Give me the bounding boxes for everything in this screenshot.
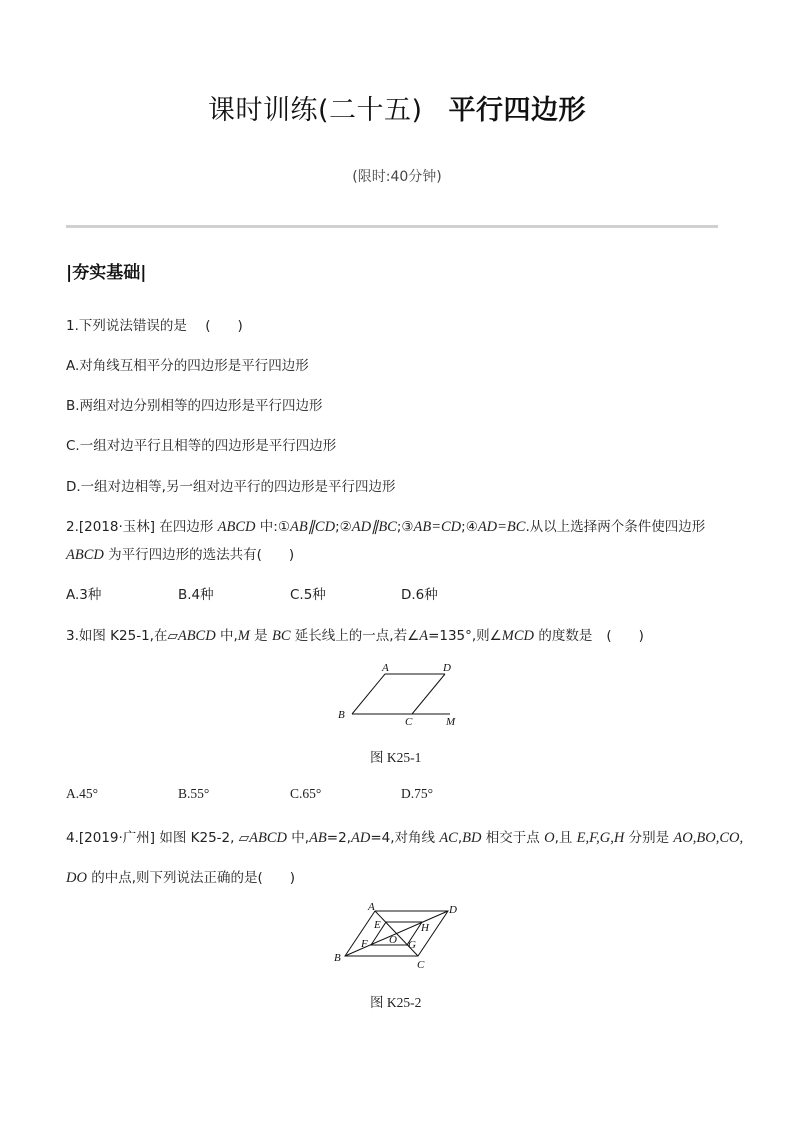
q2-text: 中:① bbox=[255, 519, 290, 535]
q4-math: AC bbox=[439, 830, 458, 846]
q3-math: ABCD bbox=[177, 628, 216, 644]
figure-k25-2-caption: 图 K25-2 bbox=[370, 995, 422, 1010]
q4-text: =4,对角线 bbox=[370, 830, 440, 846]
q2-math: ABCD bbox=[66, 547, 104, 563]
q1-option-c: C.一组对边平行且相等的四边形是平行四边形 bbox=[66, 438, 337, 454]
q1-option-b: B.两组对边分别相等的四边形是平行四边形 bbox=[66, 398, 323, 414]
label-c: C bbox=[417, 959, 425, 971]
q4-math: AB bbox=[309, 830, 327, 846]
q2-text: 2.[2018·玉林] 在四边形 bbox=[66, 519, 218, 535]
q2-math: AB=CD bbox=[413, 519, 462, 535]
label-b: B bbox=[338, 709, 345, 721]
q2-text: .从以上选择两个条件使四边形 bbox=[525, 519, 706, 535]
figure-k25-1 bbox=[332, 656, 462, 728]
q3-option-d: D.75° bbox=[401, 786, 434, 801]
q3-option-c: C.65° bbox=[290, 786, 322, 801]
label-f: F bbox=[361, 938, 368, 950]
q3-text: 中, bbox=[215, 628, 238, 644]
q3-text: 是 bbox=[249, 628, 272, 644]
q2-stem-line2 bbox=[66, 543, 294, 564]
q4-stem-line2 bbox=[66, 866, 295, 887]
q1-answer-paren: ( ) bbox=[205, 318, 243, 334]
q2-option-d: D.6种 bbox=[401, 587, 438, 603]
q4-text: 4.[2019·广州] 如图 K25-2, ▱ bbox=[66, 830, 250, 846]
q4-text: ,且 bbox=[554, 830, 577, 846]
q4-text: 分别是 bbox=[624, 830, 674, 846]
q2-option-c: C.5种 bbox=[290, 587, 326, 603]
label-b: B bbox=[334, 952, 341, 964]
q3-answer-paren: ( ) bbox=[606, 628, 644, 644]
label-e: E bbox=[374, 919, 381, 931]
q3-text: =135°,则∠ bbox=[428, 628, 502, 644]
figure-k25-2 bbox=[330, 900, 462, 974]
parallelogram-side-dc bbox=[412, 674, 445, 714]
q2-math: ABCD bbox=[217, 519, 256, 535]
title-prefix: 课时训练(二十五) bbox=[207, 95, 423, 126]
q2-text: ;④ bbox=[461, 519, 478, 535]
q4-text: 中, bbox=[286, 830, 310, 846]
q3-option-a: A.45° bbox=[66, 786, 99, 801]
q3-math: M bbox=[237, 628, 250, 644]
q3-math: A bbox=[419, 628, 429, 644]
q3-text: 延长线上的一点,若∠ bbox=[290, 628, 420, 644]
label-c: C bbox=[405, 716, 413, 728]
q1-stem bbox=[66, 314, 243, 334]
q1-stem-text: 1.下列说法错误的是 bbox=[66, 318, 187, 334]
q1-option-d: D.一组对边相等,另一组对边平行的四边形是平行四边形 bbox=[66, 479, 396, 495]
q3-text: 的度数是 bbox=[534, 628, 593, 644]
q2-text: 为平行四边形的选法共有( ) bbox=[103, 547, 295, 563]
label-g: G bbox=[408, 939, 416, 951]
q4-text: , bbox=[457, 830, 463, 846]
q2-option-a: A.3种 bbox=[66, 587, 102, 603]
q4-math: BD bbox=[462, 830, 482, 846]
q4-text: 的中点,则下列说法正确的是( ) bbox=[86, 870, 296, 886]
q4-math: AO,BO,CO, bbox=[673, 830, 744, 846]
q2-stem-line1 bbox=[66, 515, 705, 536]
label-m: M bbox=[446, 716, 456, 728]
label-a: A bbox=[368, 901, 375, 913]
label-h: H bbox=[421, 922, 429, 934]
page-title bbox=[0, 88, 794, 127]
q1-option-a: A.对角线互相平分的四边形是平行四边形 bbox=[66, 358, 309, 374]
q4-text: 相交于点 bbox=[481, 830, 545, 846]
q4-text: =2, bbox=[326, 830, 351, 846]
figure-k25-1-caption: 图 K25-1 bbox=[370, 750, 422, 765]
q2-math: AD∥BC bbox=[351, 519, 397, 535]
time-limit: (限时:40分钟) bbox=[352, 169, 442, 185]
q2-text: ;③ bbox=[396, 519, 414, 535]
q2-math: AD=BC bbox=[477, 519, 526, 535]
label-a: A bbox=[382, 662, 389, 674]
q3-math: MCD bbox=[501, 628, 535, 644]
q2-option-b: B.4种 bbox=[178, 587, 214, 603]
q3-math: BC bbox=[271, 628, 291, 644]
q4-math: ABCD bbox=[249, 830, 287, 846]
q4-math: E,F,G,H bbox=[576, 830, 625, 846]
q3-text: 3.如图 K25-1,在▱ bbox=[66, 628, 178, 644]
label-d: D bbox=[449, 904, 457, 916]
q2-math: AB∥CD bbox=[289, 519, 336, 535]
label-o: O bbox=[389, 934, 397, 946]
parallelogram-side-ab bbox=[352, 674, 385, 714]
q4-math: O bbox=[544, 830, 555, 846]
title-main: 平行四边形 bbox=[448, 95, 587, 126]
q2-text: ;② bbox=[335, 519, 352, 535]
q4-math: AD bbox=[350, 830, 371, 846]
q3-option-b: B.55° bbox=[178, 786, 210, 801]
label-d: D bbox=[443, 662, 451, 674]
q3-stem bbox=[66, 624, 644, 645]
header-divider bbox=[66, 225, 718, 228]
q4-math: DO bbox=[66, 870, 87, 886]
section-heading: |夯实基础| bbox=[66, 263, 147, 283]
q4-stem-line1 bbox=[66, 826, 743, 847]
